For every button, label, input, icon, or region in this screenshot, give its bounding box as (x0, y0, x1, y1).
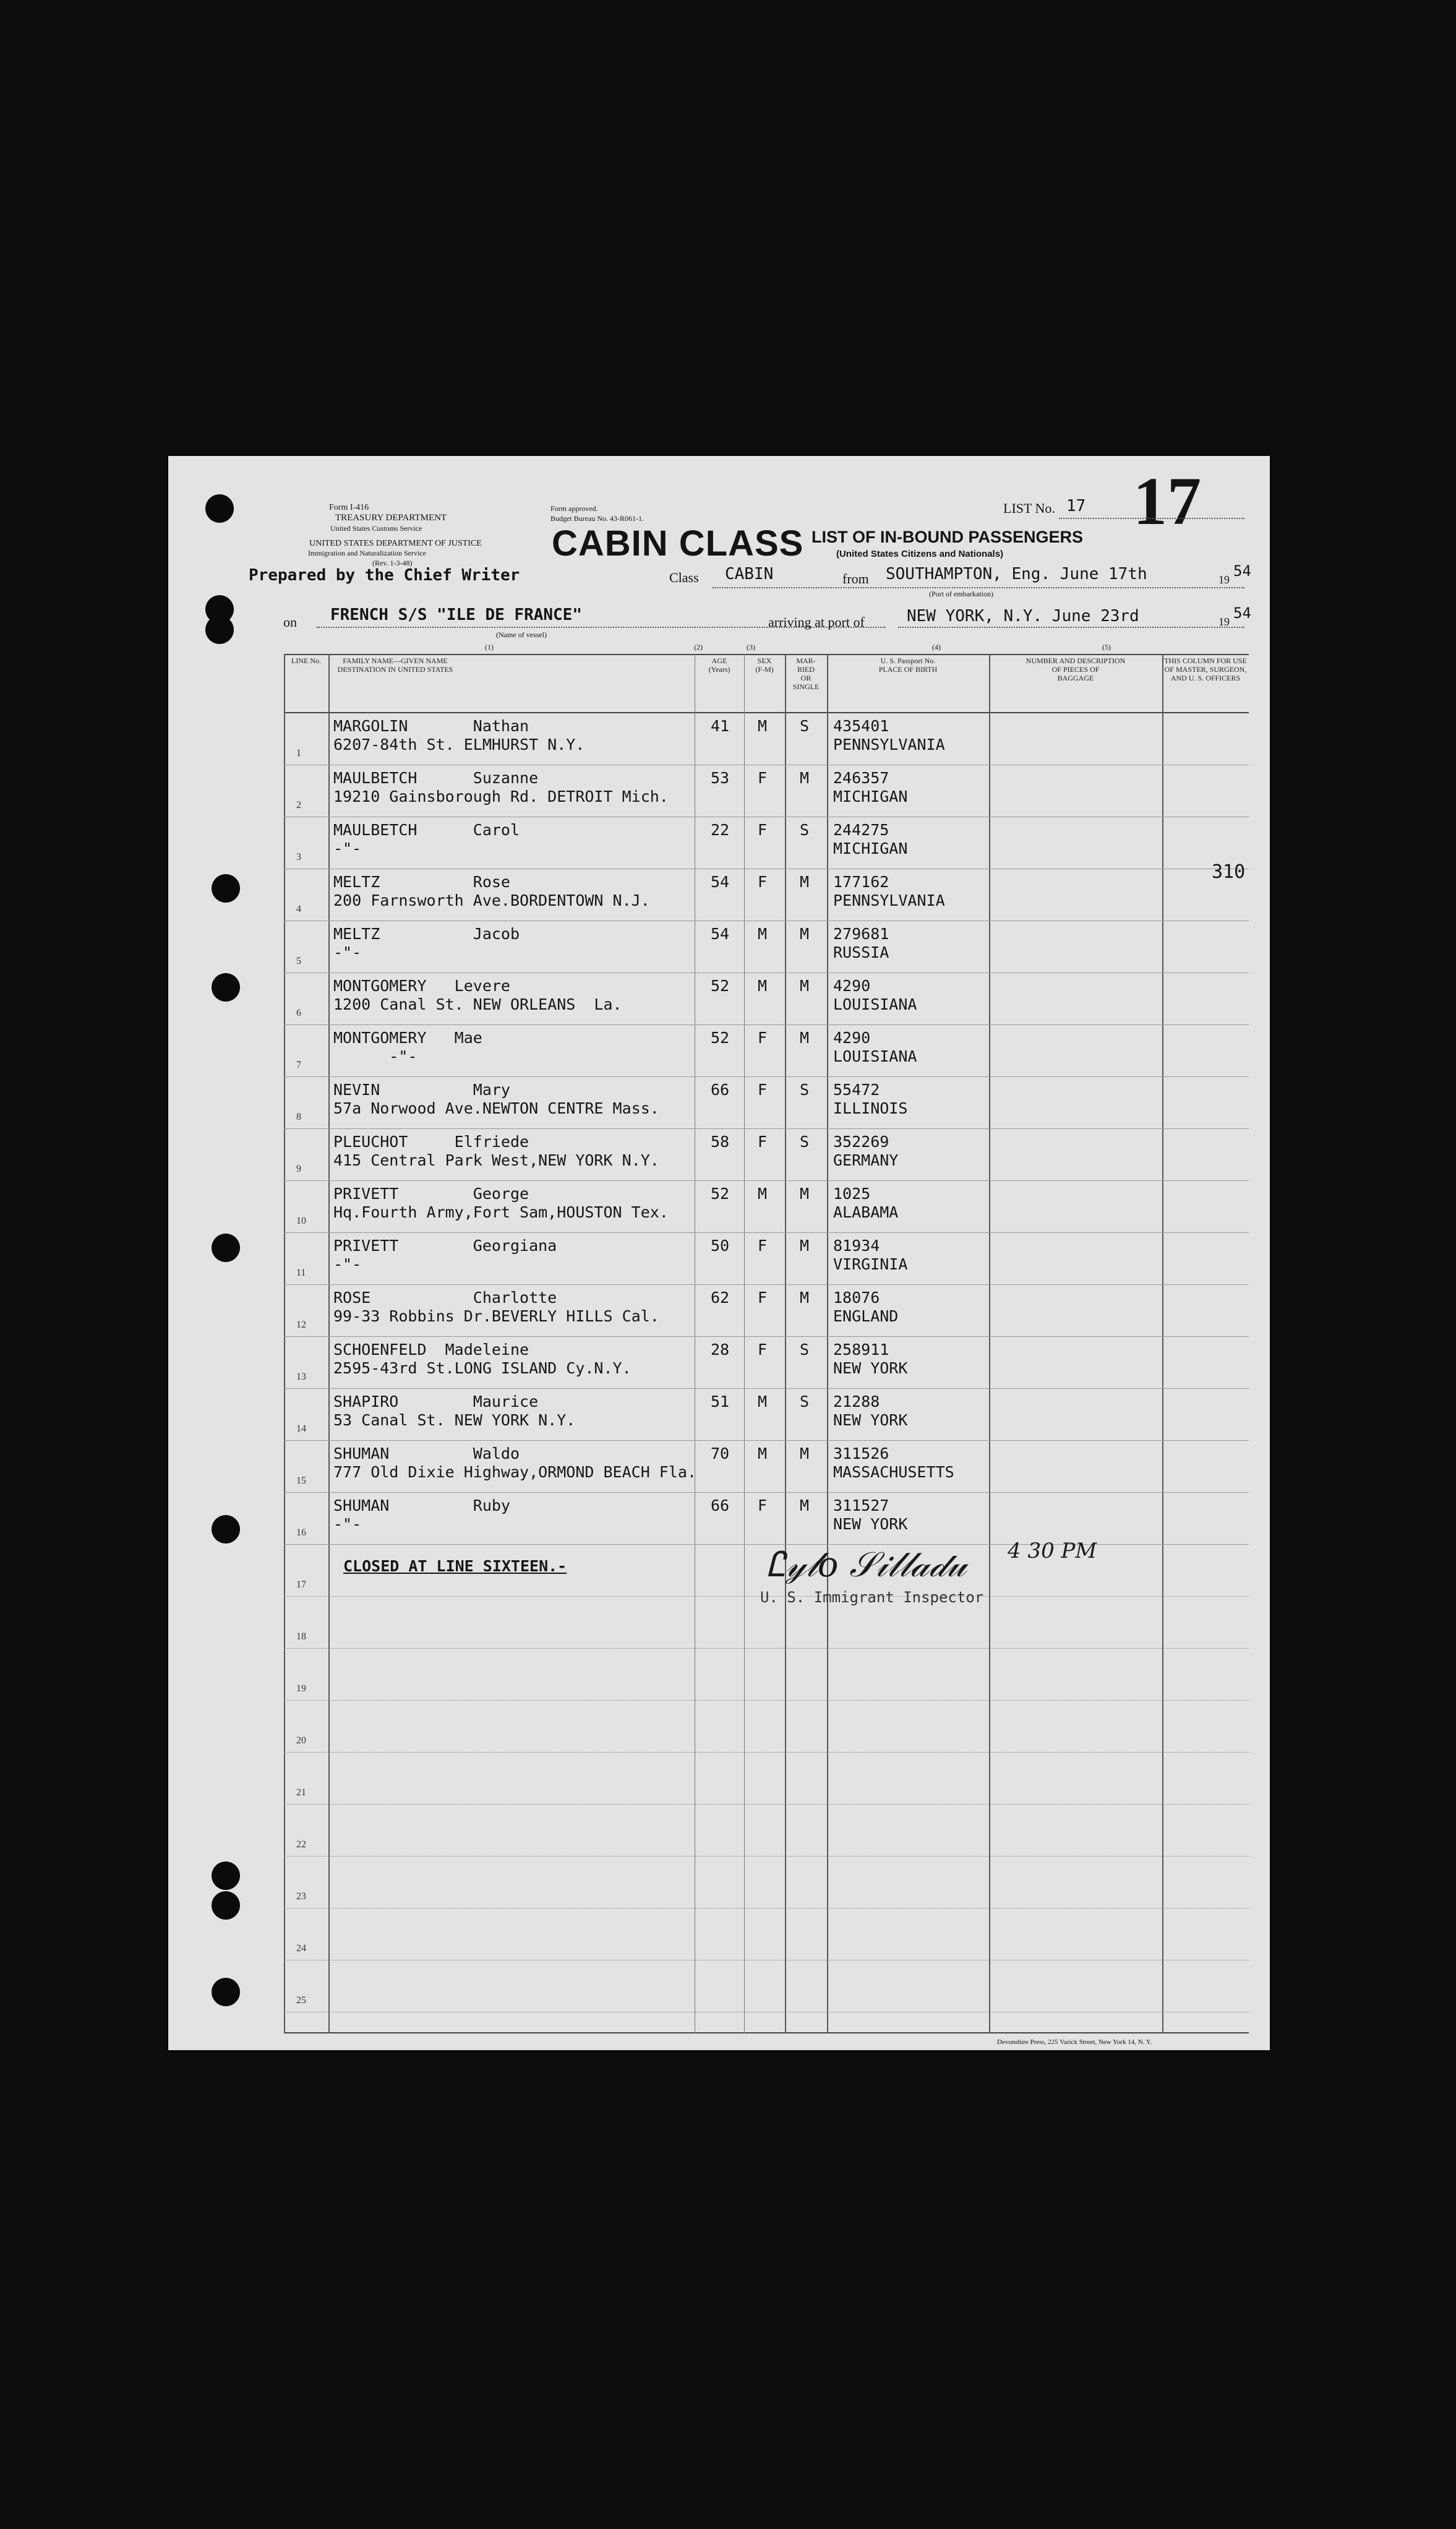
punch-hole (205, 494, 234, 523)
line-number: 5 (296, 956, 301, 966)
form-revision: (Rev. 1-3-48) (372, 559, 413, 567)
class-value: CABIN (725, 565, 774, 583)
marital-status: S (800, 1341, 810, 1359)
place-of-birth: PENNSYLVANIA (833, 736, 945, 754)
marital-status: M (800, 1496, 810, 1514)
line-number: 25 (296, 1995, 306, 2006)
table-row-empty (284, 1857, 1249, 1909)
table-row (284, 1493, 1249, 1545)
passenger-name: MONTGOMERY Levere (333, 977, 510, 995)
sex: F (758, 1237, 768, 1255)
treasury-dept: TREASURY DEPARTMENT (335, 513, 447, 523)
sex: M (758, 1185, 768, 1203)
line-number: 19 (296, 1683, 306, 1694)
table-row-empty (284, 1909, 1249, 1960)
officer-note: 310 (1212, 861, 1246, 883)
place-of-birth: LOUISIANA (833, 1047, 917, 1065)
age: 50 (711, 1237, 730, 1255)
marital-status: M (800, 873, 810, 891)
header-line-3 (898, 627, 1244, 628)
sex: F (758, 821, 768, 839)
manifest-page (168, 456, 1270, 2050)
passenger-name: MONTGOMERY Mae (333, 1029, 482, 1047)
age: 41 (711, 717, 730, 735)
line-number: 21 (296, 1787, 306, 1798)
marital-status: M (800, 1445, 810, 1462)
table-row (284, 713, 1249, 765)
passport-number: 177162 (833, 873, 889, 891)
line-number: 20 (296, 1735, 306, 1746)
port-embark-caption: (Port of embarkation) (929, 590, 993, 598)
passenger-name: ROSE Charlotte (333, 1289, 557, 1307)
passenger-name: MAULBETCH Suzanne (333, 769, 539, 787)
sex: F (758, 1081, 768, 1099)
place-of-birth: MICHIGAN (833, 839, 908, 857)
passport-number: 246357 (833, 769, 889, 787)
place-of-birth: VIRGINIA (833, 1255, 908, 1273)
table-row (284, 973, 1249, 1025)
destination: 415 Central Park West,NEW YORK N.Y. (333, 1151, 659, 1169)
passenger-name: SHAPIRO Maurice (333, 1393, 539, 1410)
passport-number: 258911 (833, 1341, 889, 1359)
marital-status: M (800, 1029, 810, 1047)
line-number: 17 (296, 1579, 306, 1590)
passport-number: 1025 (833, 1185, 871, 1203)
line-number: 8 (296, 1112, 301, 1122)
line-number: 14 (296, 1423, 306, 1434)
destination: 2595-43rd St.LONG ISLAND Cy.N.Y. (333, 1359, 632, 1377)
passenger-name: MELTZ Rose (333, 873, 510, 891)
line-number: 7 (296, 1060, 301, 1070)
age: 28 (711, 1341, 730, 1359)
destination: 57a Norwood Ave.NEWTON CENTRE Mass. (333, 1099, 659, 1117)
passport-number: 311527 (833, 1496, 889, 1514)
table-row (284, 765, 1249, 817)
destination: 1200 Canal St. NEW ORLEANS La. (333, 995, 622, 1013)
vessel-name: FRENCH S/S "ILE DE FRANCE" (330, 606, 582, 624)
marital-status: S (800, 1393, 810, 1410)
form-number: Form I-416 (329, 503, 369, 512)
marital-status: M (800, 977, 810, 995)
destination: 53 Canal St. NEW YORK N.Y. (333, 1411, 576, 1429)
destination: -"- (333, 1255, 362, 1273)
table-border-bottom (284, 2032, 1249, 2033)
passenger-name: NEVIN Mary (333, 1081, 510, 1099)
passport-number: 4290 (833, 977, 871, 995)
table-row (284, 1441, 1249, 1493)
marital-status: S (800, 717, 810, 735)
col-num-4: (4) (932, 643, 941, 651)
table-row (284, 869, 1249, 921)
passenger-name: MELTZ Jacob (333, 925, 520, 943)
table-row-empty (284, 1805, 1249, 1857)
age: 66 (711, 1496, 730, 1514)
customs-service: United States Customs Service (330, 524, 422, 533)
row-divider (284, 2012, 1249, 2013)
passenger-name: SHUMAN Waldo (333, 1445, 520, 1462)
arrival-value: NEW YORK, N.Y. June 23rd (907, 607, 1139, 625)
table-row (284, 1025, 1249, 1077)
marital-status: S (800, 1081, 810, 1099)
line-number: 23 (296, 1891, 306, 1902)
sex: F (758, 1133, 768, 1151)
passenger-name: SCHOENFELD Madeleine (333, 1341, 529, 1359)
passport-number: 21288 (833, 1393, 880, 1410)
destination: 6207-84th St. ELMHURST N.Y. (333, 736, 585, 754)
col-num-1: (1) (485, 643, 494, 651)
age: 52 (711, 977, 730, 995)
prepared-by: Prepared by the Chief Writer (249, 566, 520, 585)
line-number: 9 (296, 1164, 301, 1174)
marital-status: M (800, 769, 810, 787)
punch-hole (212, 1978, 240, 2006)
line-number: 16 (296, 1527, 306, 1538)
age: 58 (711, 1133, 730, 1151)
passport-number: 81934 (833, 1237, 880, 1255)
place-of-birth: GERMANY (833, 1151, 899, 1169)
age: 52 (711, 1029, 730, 1047)
list-title: LIST OF IN-BOUND PASSENGERS (812, 528, 1084, 546)
header-line-no: LINE No. (291, 656, 321, 665)
header-baggage: NUMBER AND DESCRIPTION OF PIECES OF BAGGAGE (1026, 656, 1126, 682)
printer-imprint: Devonshire Press, 225 Varick Street, New York 14, N. Y. (997, 2038, 1152, 2046)
place-of-birth: RUSSIA (833, 943, 889, 961)
table-row (284, 1337, 1249, 1389)
sex: F (758, 1029, 768, 1047)
table-row (284, 1389, 1249, 1441)
table-row (284, 1233, 1249, 1285)
passport-number: 18076 (833, 1289, 880, 1307)
marital-status: M (800, 1185, 810, 1203)
line-number: 11 (296, 1268, 306, 1278)
place-of-birth: ENGLAND (833, 1307, 899, 1325)
closing-note: CLOSED AT LINE SIXTEEN.- (343, 1557, 567, 1575)
marital-status: S (800, 1133, 810, 1151)
line-number: 3 (296, 852, 301, 862)
sex: F (758, 1289, 768, 1307)
passport-number: 4290 (833, 1029, 871, 1047)
punch-hole (212, 1891, 240, 1920)
header-name: FAMILY NAME—GIVEN NAME DESTINATION IN UNITED STATES (337, 656, 453, 674)
table-row-empty (284, 1960, 1249, 2012)
place-of-birth: NEW YORK (833, 1359, 908, 1377)
place-of-birth: NEW YORK (833, 1515, 908, 1533)
sex: F (758, 873, 768, 891)
line-number: 22 (296, 1839, 306, 1850)
passport-number: 435401 (833, 717, 889, 735)
sex: F (758, 1341, 768, 1359)
passport-number: 244275 (833, 821, 889, 839)
age: 54 (711, 873, 730, 891)
age: 51 (711, 1393, 730, 1410)
sex: M (758, 925, 768, 943)
destination: 200 Farnsworth Ave.BORDENTOWN N.J. (333, 891, 650, 909)
table-row-empty (284, 1701, 1249, 1753)
sex: M (758, 1445, 768, 1462)
punch-hole (212, 874, 240, 903)
place-of-birth: MICHIGAN (833, 788, 908, 805)
line-number: 2 (296, 800, 301, 810)
list-no-underline (1059, 518, 1244, 519)
place-of-birth: LOUISIANA (833, 995, 917, 1013)
arriving-label: arriving at port of (768, 614, 865, 630)
age: 54 (711, 925, 730, 943)
marital-status: M (800, 925, 810, 943)
age: 22 (711, 821, 730, 839)
ins-service: Immigration and Naturalization Service (308, 549, 426, 557)
passport-number: 279681 (833, 925, 889, 943)
age: 53 (711, 769, 730, 787)
punch-hole (212, 1515, 240, 1544)
punch-hole (212, 1861, 240, 1890)
sex: M (758, 1393, 768, 1410)
marital-status: S (800, 821, 810, 839)
place-of-birth: MASSACHUSETTS (833, 1463, 954, 1481)
destination: -"- (333, 943, 362, 961)
table-row (284, 1285, 1249, 1337)
vessel-caption: (Name of vessel) (496, 630, 547, 639)
line-number: 15 (296, 1475, 306, 1486)
passenger-name: PLEUCHOT Elfriede (333, 1133, 529, 1151)
punch-hole (212, 973, 240, 1002)
on-label: on (283, 614, 297, 630)
destination: -"- (333, 1515, 362, 1533)
list-no-value: 17 (1066, 497, 1086, 515)
destination: -"- (333, 839, 362, 857)
place-of-birth: NEW YORK (833, 1411, 908, 1429)
list-no-label: LIST No. (1003, 500, 1055, 516)
marital-status: M (800, 1237, 810, 1255)
list-subtitle: (United States Citizens and Nationals) (836, 549, 1004, 559)
arr-year-suffix: 54 (1233, 604, 1251, 622)
inspector-caption: U. S. Immigrant Inspector (760, 1589, 984, 1606)
table-border-top (284, 654, 1249, 655)
place-of-birth: ILLINOIS (833, 1099, 908, 1117)
age: 70 (711, 1445, 730, 1462)
table-row (284, 921, 1249, 973)
age: 66 (711, 1081, 730, 1099)
col-num-2: (2) (694, 643, 703, 651)
passenger-name: PRIVETT Georgiana (333, 1237, 557, 1255)
line-number: 24 (296, 1943, 306, 1954)
table-row (284, 1129, 1249, 1181)
sex: M (758, 977, 768, 995)
destination: 777 Old Dixie Highway,ORMOND BEACH Fla. (333, 1463, 696, 1481)
header-passport: U. S. Passport No. PLACE OF BIRTH (878, 656, 938, 674)
header-officers: THIS COLUMN FOR USE OF MASTER, SURGEON, AND U. S. OFFICERS (1164, 656, 1247, 682)
destination: 99-33 Robbins Dr.BEVERLY HILLS Cal. (333, 1307, 659, 1325)
justice-dept: UNITED STATES DEPARTMENT OF JUSTICE (309, 539, 482, 548)
sex: F (758, 769, 768, 787)
time-note: 4 30 PM (1008, 1539, 1097, 1563)
passenger-table (284, 654, 1249, 2033)
passport-number: 311526 (833, 1445, 889, 1462)
col-num-3: (3) (747, 643, 755, 651)
destination: Hq.Fourth Army,Fort Sam,HOUSTON Tex. (333, 1203, 669, 1221)
punch-hole (212, 1234, 240, 1262)
age: 62 (711, 1289, 730, 1307)
header-line-1 (713, 587, 1244, 588)
from-year-prefix: 19 (1218, 573, 1230, 586)
destination: 19210 Gainsborough Rd. DETROIT Mich. (333, 788, 669, 805)
marital-status: M (800, 1289, 810, 1307)
passport-number: 352269 (833, 1133, 889, 1151)
col-num-5: (5) (1102, 643, 1111, 651)
passenger-name: PRIVETT George (333, 1185, 529, 1203)
passenger-name: MAULBETCH Carol (333, 821, 520, 839)
place-of-birth: ALABAMA (833, 1203, 899, 1221)
header-married: MAR- RIED OR SINGLE (792, 656, 820, 691)
passenger-name: MARGOLIN Nathan (333, 717, 529, 735)
table-row (284, 1181, 1249, 1233)
table-row-empty (284, 1753, 1249, 1805)
passenger-name: SHUMAN Ruby (333, 1496, 510, 1514)
punch-hole (205, 616, 234, 644)
from-year-suffix: 54 (1233, 562, 1251, 580)
age: 52 (711, 1185, 730, 1203)
table-row-empty (284, 1649, 1249, 1701)
line-number: 18 (296, 1631, 306, 1642)
class-label: Class (669, 570, 699, 585)
header-age: AGE (Years) (708, 656, 730, 674)
line-number: 10 (296, 1216, 306, 1226)
table-row (284, 817, 1249, 869)
form-approved: Form approved. (550, 504, 598, 513)
destination: -"- (333, 1047, 418, 1065)
sex: F (758, 1496, 768, 1514)
line-number: 1 (296, 748, 301, 758)
embarkation-value: SOUTHAMPTON, Eng. June 17th (886, 565, 1147, 583)
passport-number: 55472 (833, 1081, 880, 1099)
line-number: 13 (296, 1372, 306, 1382)
place-of-birth: PENNSYLVANIA (833, 891, 945, 909)
arr-year-prefix: 19 (1218, 616, 1230, 628)
list-no-big: 17 (1133, 463, 1201, 539)
from-label: from (842, 571, 869, 586)
inspector-signature: Ꮭ𝓎𝓁𝑜 𝒮𝒾𝓁𝓁𝒶𝒹𝓊 (766, 1545, 967, 1585)
line-number: 6 (296, 1008, 301, 1018)
line-number: 4 (296, 904, 301, 914)
cabin-class-stamp: CABIN CLASS (552, 523, 804, 564)
header-sex: SEX (F-M) (755, 656, 774, 674)
line-number: 12 (296, 1320, 306, 1330)
sex: M (758, 717, 768, 735)
table-row (284, 1077, 1249, 1129)
budget-bureau: Budget Bureau No. 43-R061-1. (550, 514, 644, 523)
